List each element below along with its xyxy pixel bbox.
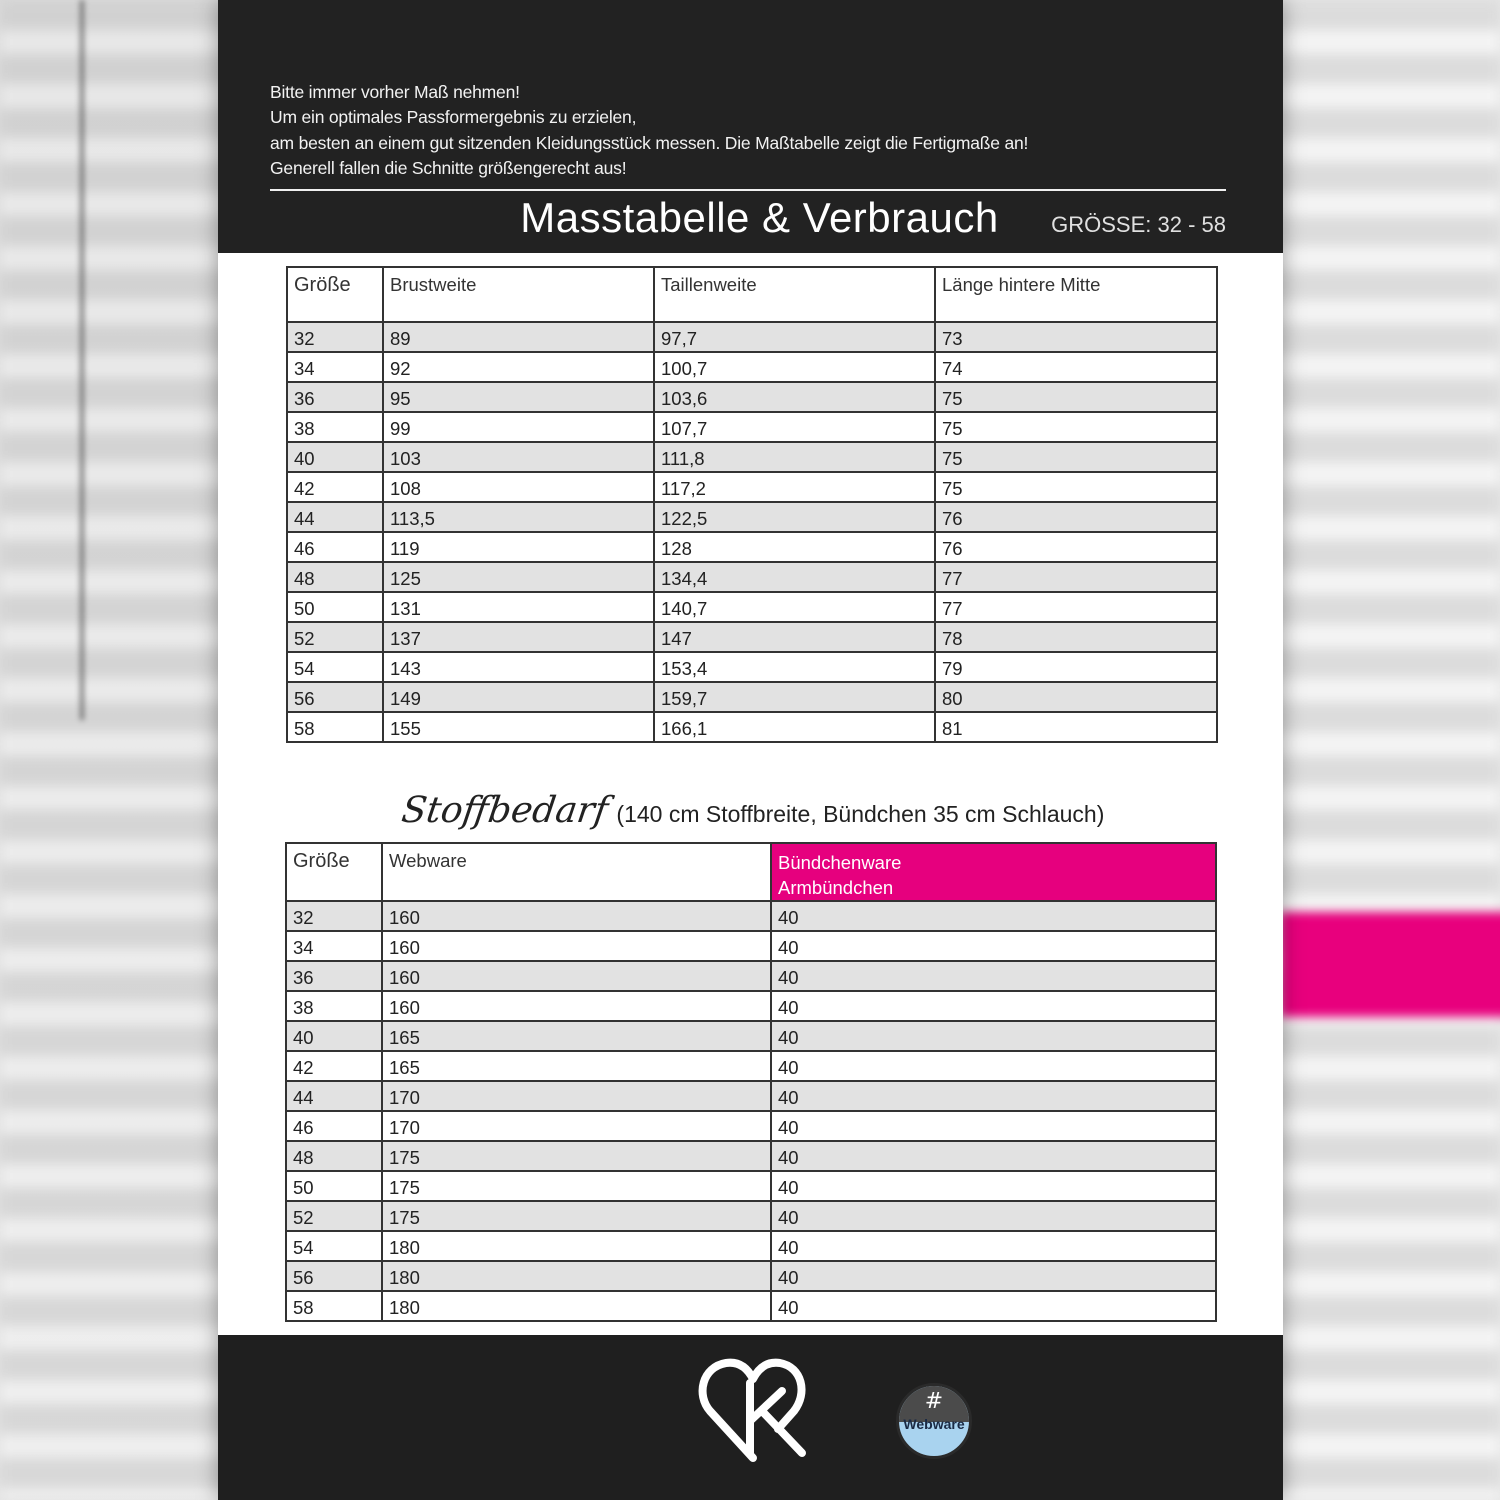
cell-chest: 89 <box>383 322 654 352</box>
cell-woven: 180 <box>382 1261 771 1291</box>
cell-chest: 155 <box>383 712 654 742</box>
cell-waist: 159,7 <box>654 682 935 712</box>
cell-size: 54 <box>286 1231 382 1261</box>
cell-waist: 153,4 <box>654 652 935 682</box>
intro-line: Um ein optimales Passformergebnis zu erzielen, <box>270 107 637 128</box>
cell-size: 54 <box>287 652 383 682</box>
page-title: Masstabelle & Verbrauch <box>520 194 999 241</box>
cell-back-length: 75 <box>935 442 1217 472</box>
cell-back-length: 78 <box>935 622 1217 652</box>
cell-woven: 175 <box>382 1141 771 1171</box>
cell-size: 48 <box>286 1141 382 1171</box>
cell-size: 44 <box>287 502 383 532</box>
cell-cuff-fabric: 40 <box>771 1081 1216 1111</box>
badge-label: Webware <box>903 1416 965 1432</box>
cell-back-length: 74 <box>935 352 1217 382</box>
intro-text <box>270 80 1230 181</box>
cell-size: 50 <box>287 592 383 622</box>
page-header <box>218 0 1283 253</box>
cell-cuff-fabric: 40 <box>771 961 1216 991</box>
heart-k-logo-icon <box>698 1353 808 1463</box>
cell-size: 56 <box>286 1261 382 1291</box>
woven-fabric-badge <box>896 1383 972 1459</box>
intro-line: Bitte immer vorher Maß nehmen! <box>270 82 520 102</box>
header-size: Größe <box>287 267 383 322</box>
cell-size: 44 <box>286 1081 382 1111</box>
cell-woven: 180 <box>382 1291 771 1321</box>
cell-waist: 111,8 <box>654 442 935 472</box>
cell-size: 56 <box>287 682 383 712</box>
table-row <box>286 1051 1216 1081</box>
fabric-note: (140 cm Stoffbreite, Bündchen 35 cm Schlauch) <box>616 801 1105 827</box>
cell-waist: 147 <box>654 622 935 652</box>
cell-back-length: 75 <box>935 382 1217 412</box>
cell-back-length: 73 <box>935 322 1217 352</box>
cell-waist: 128 <box>654 532 935 562</box>
fabric-table-header <box>286 843 1216 901</box>
size-chart-page <box>218 0 1283 1500</box>
cell-woven: 175 <box>382 1171 771 1201</box>
measurement-table-header <box>287 267 1217 322</box>
header-arm-cuffs-label: Armbündchen <box>778 877 894 898</box>
cell-size: 52 <box>287 622 383 652</box>
table-row <box>287 562 1217 592</box>
header-woven: Webware <box>382 843 771 901</box>
cell-woven: 160 <box>382 991 771 1021</box>
cell-cuff-fabric: 40 <box>771 1111 1216 1141</box>
cell-chest: 119 <box>383 532 654 562</box>
cell-size: 32 <box>286 901 382 931</box>
cell-waist: 117,2 <box>654 472 935 502</box>
cell-back-length: 79 <box>935 652 1217 682</box>
cell-size: 38 <box>286 991 382 1021</box>
table-row <box>287 412 1217 442</box>
cell-size: 38 <box>287 412 383 442</box>
table-row <box>287 622 1217 652</box>
cell-size: 42 <box>287 472 383 502</box>
table-row <box>286 1231 1216 1261</box>
table-row <box>286 1201 1216 1231</box>
cell-size: 34 <box>287 352 383 382</box>
cell-size: 48 <box>287 562 383 592</box>
cell-cuff-fabric: 40 <box>771 1021 1216 1051</box>
grid-icon: # <box>924 1389 944 1414</box>
cell-woven: 175 <box>382 1201 771 1231</box>
cell-size: 34 <box>286 931 382 961</box>
background-pink-block <box>1280 912 1500 1017</box>
size-range-label: GRÖSSE: 32 - 58 <box>1051 212 1226 237</box>
cell-woven: 170 <box>382 1111 771 1141</box>
header-size: Größe <box>286 843 382 901</box>
cell-waist: 100,7 <box>654 352 935 382</box>
cell-cuff-fabric: 40 <box>771 1201 1216 1231</box>
cell-cuff-fabric: 40 <box>771 991 1216 1021</box>
cell-chest: 108 <box>383 472 654 502</box>
intro-line: Generell fallen die Schnitte größengerecht aus! <box>270 157 627 178</box>
cell-chest: 137 <box>383 622 654 652</box>
cell-waist: 97,7 <box>654 322 935 352</box>
table-row <box>287 322 1217 352</box>
cell-cuff-fabric: 40 <box>771 1231 1216 1261</box>
cell-size: 32 <box>287 322 383 352</box>
cell-size: 36 <box>287 382 383 412</box>
table-row <box>287 712 1217 742</box>
cell-cuff-fabric: 40 <box>771 1051 1216 1081</box>
cell-size: 58 <box>287 712 383 742</box>
cell-chest: 131 <box>383 592 654 622</box>
cell-cuff-fabric: 40 <box>771 1261 1216 1291</box>
cell-size: 42 <box>286 1051 382 1081</box>
header-divider <box>270 189 1226 191</box>
table-row <box>286 1291 1216 1321</box>
cell-back-length: 80 <box>935 682 1217 712</box>
header-chest: Brustweite <box>383 267 654 322</box>
table-row <box>286 1081 1216 1111</box>
cell-size: 52 <box>286 1201 382 1231</box>
cell-back-length: 75 <box>935 472 1217 502</box>
cell-chest: 149 <box>383 682 654 712</box>
cell-size: 50 <box>286 1171 382 1201</box>
cell-size: 40 <box>286 1021 382 1051</box>
table-row <box>287 532 1217 562</box>
fabric-section-title <box>218 790 1283 831</box>
table-row <box>287 472 1217 502</box>
cell-chest: 143 <box>383 652 654 682</box>
cell-woven: 160 <box>382 931 771 961</box>
table-row <box>287 442 1217 472</box>
cell-woven: 160 <box>382 961 771 991</box>
cell-back-length: 77 <box>935 562 1217 592</box>
table-row <box>287 502 1217 532</box>
cell-chest: 95 <box>383 382 654 412</box>
table-row <box>286 931 1216 961</box>
table-row <box>287 592 1217 622</box>
cell-waist: 166,1 <box>654 712 935 742</box>
cell-cuff-fabric: 40 <box>771 901 1216 931</box>
cell-size: 36 <box>286 961 382 991</box>
table-row <box>286 1261 1216 1291</box>
cell-chest: 92 <box>383 352 654 382</box>
cell-size: 46 <box>286 1111 382 1141</box>
cell-waist: 134,4 <box>654 562 935 592</box>
table-row <box>287 382 1217 412</box>
header-back-length: Länge hintere Mitte <box>935 267 1217 322</box>
cell-woven: 160 <box>382 901 771 931</box>
intro-line: am besten an einem gut sitzenden Kleidungsstück messen. Die Maßtabelle zeigt die Fertigmaße an! <box>270 132 1029 153</box>
table-row <box>286 1111 1216 1141</box>
cell-size: 58 <box>286 1291 382 1321</box>
cell-cuff-fabric: 40 <box>771 1291 1216 1321</box>
fabric-table <box>285 842 1217 1322</box>
cell-waist: 122,5 <box>654 502 935 532</box>
cell-waist: 107,7 <box>654 412 935 442</box>
cell-cuff-fabric: 40 <box>771 1141 1216 1171</box>
cell-chest: 103 <box>383 442 654 472</box>
header-waist: Taillenweite <box>654 267 935 322</box>
measurement-table <box>286 266 1218 743</box>
header-cuff-fabric-label: Bündchenware <box>778 852 902 873</box>
table-row <box>287 682 1217 712</box>
cell-woven: 180 <box>382 1231 771 1261</box>
cell-back-length: 77 <box>935 592 1217 622</box>
cell-woven: 165 <box>382 1021 771 1051</box>
cell-size: 46 <box>287 532 383 562</box>
background-shade <box>0 0 218 1500</box>
cell-woven: 165 <box>382 1051 771 1081</box>
cell-back-length: 75 <box>935 412 1217 442</box>
page-footer <box>218 1335 1283 1500</box>
table-row <box>287 652 1217 682</box>
table-row <box>286 991 1216 1021</box>
cell-waist: 103,6 <box>654 382 935 412</box>
cell-chest: 99 <box>383 412 654 442</box>
cell-back-length: 76 <box>935 532 1217 562</box>
cell-woven: 170 <box>382 1081 771 1111</box>
table-row <box>286 1141 1216 1171</box>
fabric-script-title: Stoffbedarf <box>398 790 611 831</box>
table-row <box>286 1021 1216 1051</box>
cell-cuff-fabric: 40 <box>771 931 1216 961</box>
cell-cuff-fabric: 40 <box>771 1171 1216 1201</box>
cell-chest: 125 <box>383 562 654 592</box>
table-row <box>287 352 1217 382</box>
table-row <box>286 961 1216 991</box>
cell-chest: 113,5 <box>383 502 654 532</box>
cell-back-length: 81 <box>935 712 1217 742</box>
table-row <box>286 1171 1216 1201</box>
header-cuff-fabric <box>771 843 1216 901</box>
cell-size: 40 <box>287 442 383 472</box>
table-row <box>286 901 1216 931</box>
cell-waist: 140,7 <box>654 592 935 622</box>
cell-back-length: 76 <box>935 502 1217 532</box>
